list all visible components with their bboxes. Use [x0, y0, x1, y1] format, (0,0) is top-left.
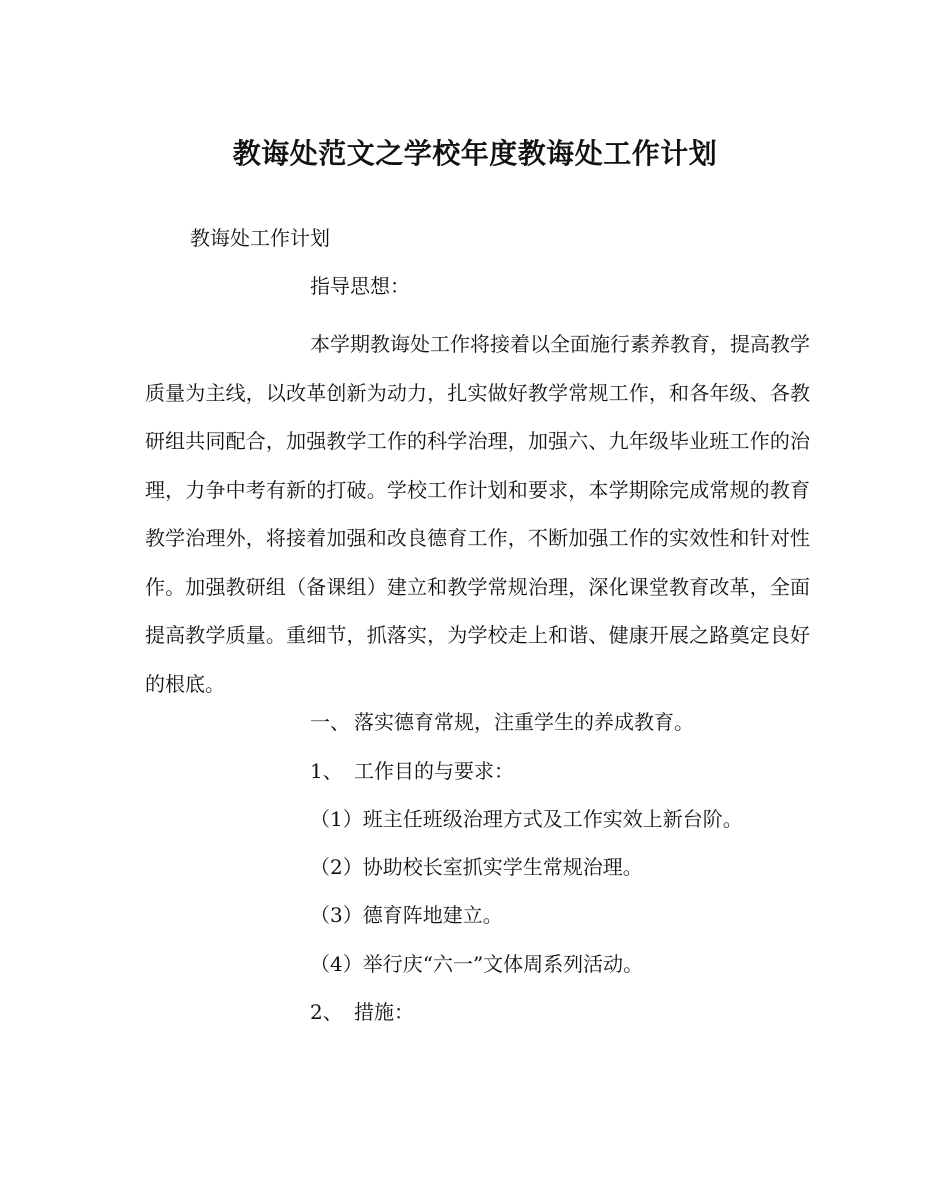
section-one — [310, 707, 694, 737]
point-one — [310, 756, 514, 786]
document-title: 教诲处范文之学校年度教诲处工作计划 — [232, 137, 718, 170]
point-one-text: 工作目的与要求： — [354, 759, 514, 783]
guiding-paragraph: 本学期教诲处工作将接着以全面施行素养教育，提高教学质量为主线，以改革创新为动力，扎实做好教学常规工作，和各年级、各教研组共同配合，加强教学工作的科学治理，加强六、九年级毕业班工作的治理，力争中考有新的打破。学校工作计划和要求，本学期除完成常规的教育教学治理外，将接着加强和改良德育工作，不断加强工作的实效性和针对性作。加强教研组（备课组）建立和教学常规治理，深化课堂教育改革，全面提高教学质量。重细节，抓落实，为学校走上和谐、健康开展之路奠定良好的根底。 — [145, 332, 810, 696]
section-one-text: 落实德育常规，注重学生的养成教育。 — [354, 710, 694, 734]
plan-heading: 教诲处工作计划 — [190, 226, 330, 250]
list-item: （2）协助校长室抓实学生常规治理。 — [310, 855, 643, 879]
point-two-number: 2、 — [310, 1000, 343, 1024]
list-item: （3）德育阵地建立。 — [310, 903, 503, 927]
point-two-text: 措施： — [354, 1000, 414, 1024]
point-one-number: 1、 — [310, 759, 343, 783]
section-one-number: 一、 — [310, 710, 350, 734]
guiding-label: 指导思想： — [310, 274, 410, 298]
point-two — [310, 997, 414, 1027]
list-item: （4）举行庆“六一”文体周系列活动。 — [310, 952, 644, 976]
list-item: （1）班主任班级治理方式及工作实效上新台阶。 — [310, 807, 743, 831]
